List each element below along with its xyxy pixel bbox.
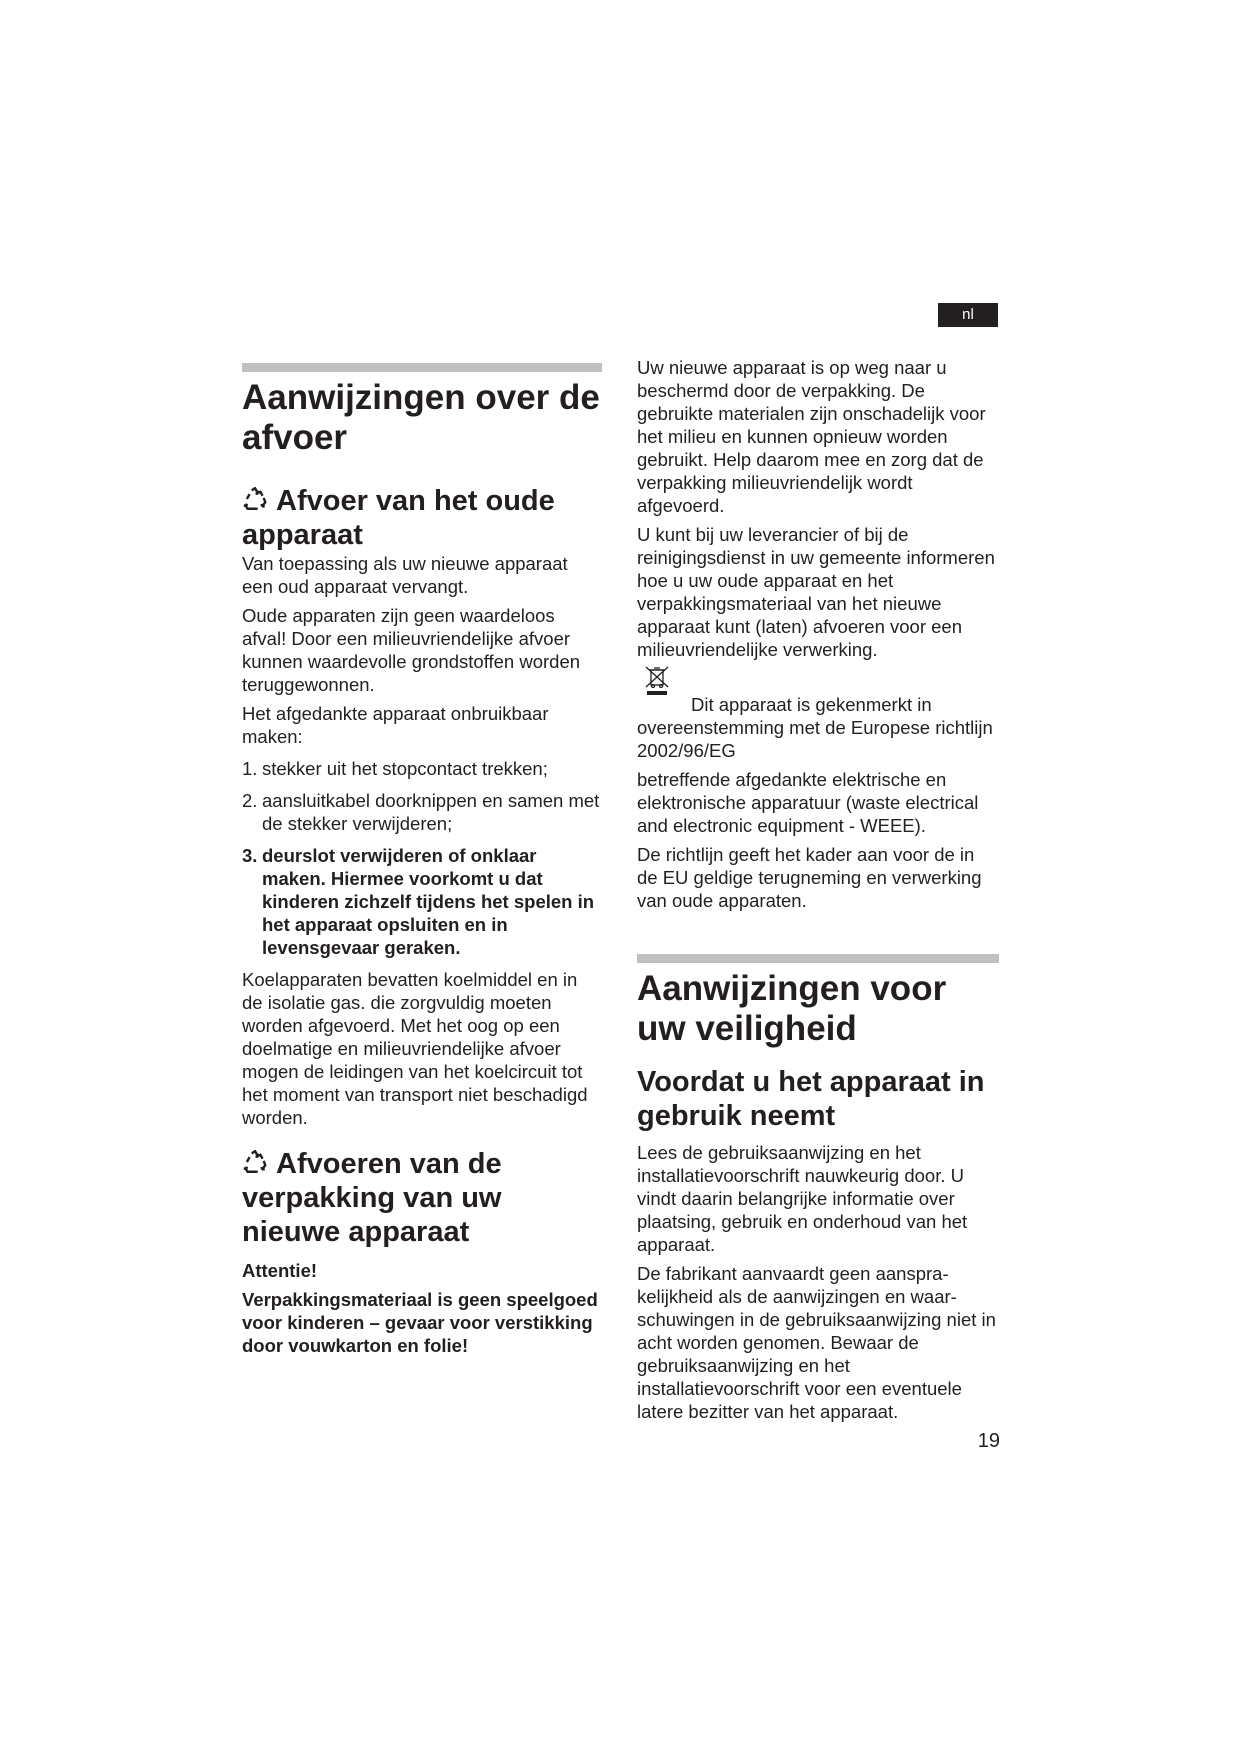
paragraph: De fabrikant aanvaardt geen aansprakelijkheid als de aanwijzingen en waarschuwingen in de gebruiksaanwijzing niet in acht worden genomen. Bewaar de gebruiksaanwijzing en het installatievoorschrift voor een eventuele latere bezitter van het apparaat. xyxy=(637,1263,996,1422)
paragraph: Het afgedankte apparaat onbruikbaar maken: xyxy=(242,703,549,747)
paragraph: U kunt bij uw leverancier of bij de reinigingsdienst in uw gemeente informeren hoe u uw oude apparaat en het verpakkingsmateriaal van het nieuwe apparaat kunt (laten) afvoeren voor een milieuvriendelijke verwerking. xyxy=(637,524,995,660)
recycle-icon xyxy=(242,486,268,512)
paragraph: Uw nieuwe apparaat is op weg naar u beschermd door de verpakking. De gebruikte materialen zijn onschadelijk voor het milieu en kunnen opnieuw worden gebruikt. Help daarom mee en zorg dat de verpakking milieuvriendelijk wordt afgevoerd. xyxy=(637,357,986,516)
left-column xyxy=(242,363,602,1357)
safety-title: Aanwijzingen voor uw veiligheid xyxy=(637,969,947,1048)
list-item xyxy=(242,844,602,959)
paragraph: betreffende afgedankte elektrische en elektronische apparatuur (waste electrical and electronic equipment - WEEE). xyxy=(637,769,979,836)
paragraph: Dit apparaat is gekenmerkt in overeenstemming met de Europese richtlijn 2002/96/EG xyxy=(637,694,993,761)
paragraph: Oude apparaten zijn geen waardeloos afval! Door een milieuvriendelijke afvoer kunnen waardevolle grondstoffen worden teruggewonnen. xyxy=(242,605,581,695)
attention-label: Attentie! xyxy=(242,1260,318,1281)
weee-notice xyxy=(637,693,999,762)
list-number: 2. xyxy=(242,790,258,811)
list-text: stekker uit het stopcontact trekken; xyxy=(262,758,548,779)
packaging-warning: Verpakkingsmateriaal is geen speelgoed voor kinderen – gevaar voor verstikking door vouwkarton en folie! xyxy=(242,1289,598,1356)
disposal-title: Aanwijzingen over de afvoer xyxy=(242,378,600,457)
packaging-heading xyxy=(242,1147,602,1249)
language-tab: nl xyxy=(938,303,998,327)
right-column xyxy=(637,356,999,1423)
list-item xyxy=(242,789,602,835)
old-appliance-heading xyxy=(242,484,602,552)
paragraph: Lees de gebruiksaanwijzing en het installatievoorschrift nauwkeurig door. U vindt daarin belangrijke informatie over plaatsing, gebruik en onderhoud van het apparaat. xyxy=(637,1142,968,1255)
list-item xyxy=(242,757,602,780)
paragraph: De richtlijn geeft het kader aan voor de in de EU geldige terugneming en verwerking van oude apparaten. xyxy=(637,844,982,911)
section-rule xyxy=(242,363,602,372)
list-text: deurslot verwijderen of onklaar maken. Hiermee voorkomt u dat kinderen zichzelf tijdens het spelen in het apparaat opsluiten en in levensgevaar geraken. xyxy=(262,845,595,958)
disposal-steps xyxy=(242,757,602,959)
paragraph: Koelapparaten bevatten koelmiddel en in de isolatie gas. die zorgvuldig moeten worden afgevoerd. Met het oog op een doelmatige en milieuvriendelijke afvoer mogen de leidingen van het koelcircuit tot het moment van transport niet beschadigd worden. xyxy=(242,969,588,1128)
packaging-heading-text: Afvoeren van de verpakking van uw nieuwe apparaat xyxy=(242,1148,502,1248)
page-number: 19 xyxy=(977,1430,1000,1452)
crossed-bin-icon xyxy=(643,665,671,697)
section-rule xyxy=(637,954,999,963)
recycle-icon xyxy=(242,1149,268,1175)
list-number: 3. xyxy=(242,845,258,866)
old-appliance-heading-text: Afvoer van het oude apparaat xyxy=(242,485,555,551)
list-text: aansluitkabel doorknippen en samen met de stekker verwijderen; xyxy=(262,790,600,834)
list-number: 1. xyxy=(242,758,258,779)
before-use-heading: Voordat u het apparaat in gebruik neemt xyxy=(637,1066,985,1132)
paragraph: Van toepassing als uw nieuwe apparaat een oud apparaat vervangt. xyxy=(242,553,568,597)
